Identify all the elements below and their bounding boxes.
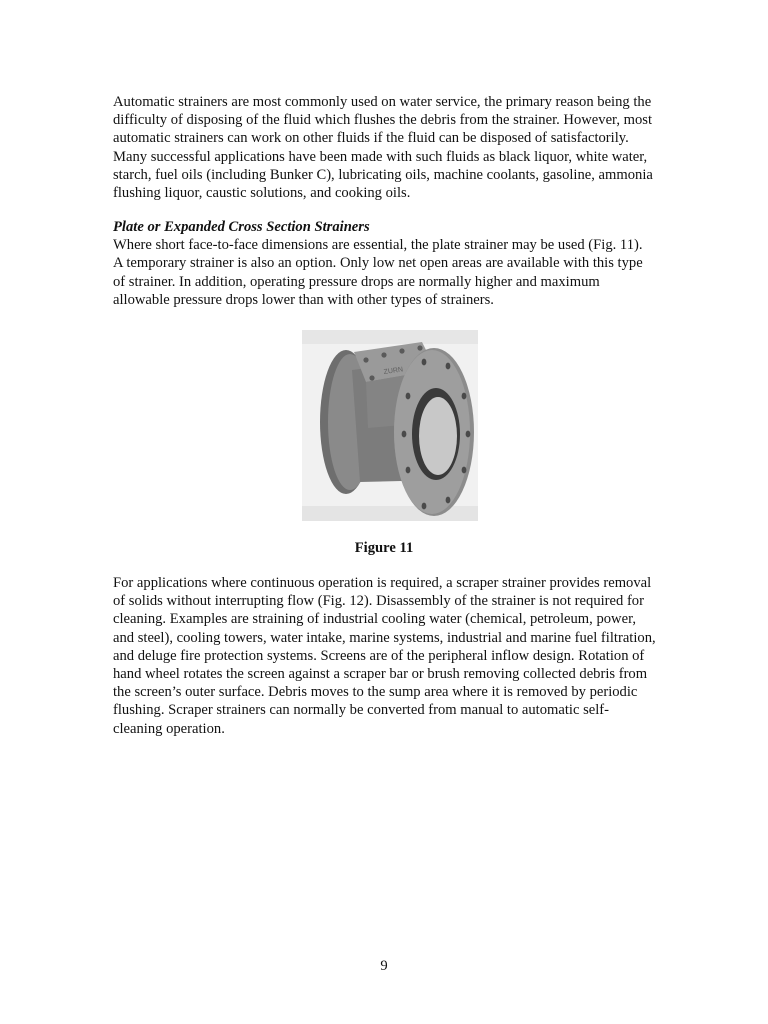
text-line: Many successful applications have been made with such fluids as black liquor, white water, — [113, 148, 648, 165]
text-line: of strainer. In addition, operating pressure drops are normally higher and maximum — [113, 273, 600, 290]
text-line: Automatic strainers are most commonly used on water service, the primary reason being the — [113, 94, 652, 110]
text-line: automatic strainers can work on other fluids if the fluid can be disposed of satisfactorily. — [113, 130, 629, 147]
text-line: hand wheel rotates the screen against a scraper bar or brush removing collected debris from — [113, 666, 648, 683]
plate-strainer-photo — [302, 330, 478, 521]
text-line: For applications where continuous operation is required, a scraper strainer provides removal — [113, 575, 652, 591]
paragraph-scraper-strainers — [113, 574, 679, 738]
text-line: of solids without interrupting flow (Fig. 12). Disassembly of the strainer is not required for — [113, 593, 644, 610]
text-line: flushing liquor, caustic solutions, and cooking oils. — [113, 185, 411, 202]
text-line: A temporary strainer is also an option. Only low net open areas are available with this type — [113, 255, 643, 272]
text-line: starch, fuel oils (including Bunker C), lubricating oils, machine coolants, gasoline, ammonia — [113, 166, 653, 183]
page-number: 9 — [380, 958, 388, 974]
text-line: and deluge fire protection systems. Screens are of the peripheral inflow design. Rotation of — [113, 647, 645, 664]
text-line: Where short face-to-face dimensions are essential, the plate strainer may be used (Fig. 11). — [113, 237, 643, 254]
text-line: the screen’s outer surface. Debris moves to the sump area where it is removed by periodic — [113, 684, 638, 701]
svg-text:ZURN: ZURN — [383, 366, 404, 376]
text-line: flushing. Scraper strainers can normally be converted from manual to automatic self- — [113, 702, 610, 719]
text-line: allowable pressure drops lower than with other types of strainers. — [113, 291, 494, 308]
paragraph-automatic-strainers — [113, 93, 679, 202]
paragraph-plate-strainers — [113, 218, 679, 309]
text-line: and steel), cooling towers, water intake, marine systems, industrial and marine fuel filtration, — [113, 629, 656, 646]
text-line: cleaning operation. — [113, 720, 225, 737]
text-line: difficulty of disposing of the fluid which flushes the debris from the strainer. However, most — [113, 112, 653, 129]
section-heading: Plate or Expanded Cross Section Strainers — [113, 219, 370, 235]
text-line: cleaning. Examples are straining of industrial cooling water (chemical, petroleum, power, — [113, 611, 636, 628]
figure-caption: Figure 11 — [354, 540, 414, 556]
